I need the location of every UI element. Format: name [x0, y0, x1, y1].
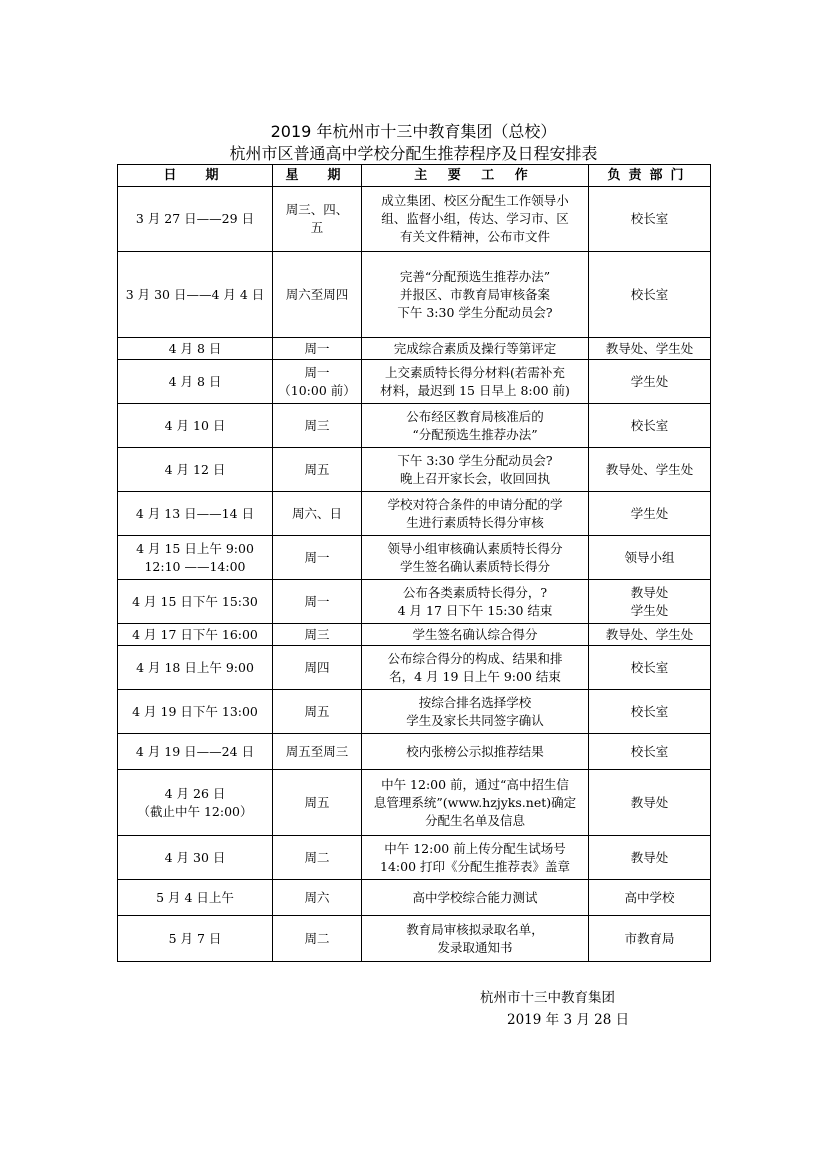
cell-work-line: 学生签名确认综合得分 — [412, 626, 538, 642]
cell-work-line: 晚上召开家长会，收回回执 — [399, 470, 550, 486]
cell-work-line: 下午 3:30 学生分配动员会? — [397, 304, 553, 320]
cell-work-line: 成立集团、校区分配生工作领导小 — [381, 193, 569, 208]
cell-work — [362, 646, 589, 690]
table-row — [118, 338, 711, 360]
table-row — [118, 580, 711, 624]
cell-date — [118, 836, 273, 880]
cell-date-line: 4 月 18 日上午 9:00 — [136, 659, 254, 675]
cell-date-line: 4 月 8 日 — [168, 340, 222, 356]
table-row — [118, 916, 711, 962]
cell-work-line: 学生及家长共同签字确认 — [406, 712, 544, 728]
footer-date: 2019 年 3 月 28 日 — [507, 1012, 630, 1028]
cell-weekday — [273, 360, 362, 404]
table-row — [118, 536, 711, 580]
cell-work-line: 发录取通知书 — [437, 939, 513, 955]
cell-date-line: 4 月 19 日下午 13:00 — [132, 703, 258, 719]
header-date: 日 期 — [118, 165, 273, 187]
cell-dept — [589, 448, 711, 492]
cell-work — [362, 580, 589, 624]
table-row — [118, 187, 711, 252]
cell-dept — [589, 338, 711, 360]
cell-work — [362, 338, 589, 360]
cell-weekday-line: 周六至周四 — [285, 286, 349, 302]
cell-weekday-line: 周五 — [304, 703, 330, 719]
cell-date-line: 4 月 26 日 — [164, 785, 226, 801]
cell-date-line: 4 月 13 日——14 日 — [135, 505, 255, 521]
cell-dept-line: 校长室 — [630, 211, 669, 226]
cell-dept-line: 高中学校 — [624, 889, 675, 905]
cell-date — [118, 646, 273, 690]
cell-weekday — [273, 916, 362, 962]
cell-dept-line: 市教育局 — [624, 930, 675, 946]
cell-date-line: 4 月 15 日下午 15:30 — [132, 593, 258, 609]
cell-dept — [589, 646, 711, 690]
cell-work-line: 有关文件精神，公布市文件 — [399, 229, 550, 244]
cell-work — [362, 360, 589, 404]
cell-date — [118, 338, 273, 360]
cell-work — [362, 404, 589, 448]
cell-date — [118, 880, 273, 916]
cell-date-line: 4 月 10 日 — [164, 417, 226, 433]
cell-date-line: 4 月 17 日下午 16:00 — [132, 626, 258, 642]
cell-weekday — [273, 734, 362, 770]
cell-date — [118, 187, 273, 252]
cell-work-line: “分配预选生推荐办法” — [412, 426, 538, 442]
table-row — [118, 836, 711, 880]
cell-weekday-line: 周四 — [304, 659, 330, 675]
cell-dept — [589, 536, 711, 580]
cell-date — [118, 770, 273, 836]
cell-dept — [589, 624, 711, 646]
table-row — [118, 646, 711, 690]
cell-dept — [589, 360, 711, 404]
table-row — [118, 252, 711, 338]
cell-dept — [589, 916, 711, 962]
document-title-line1: 2019 年杭州市十三中教育集团（总校） — [270, 122, 557, 141]
cell-weekday-line: 周六 — [304, 889, 330, 905]
cell-weekday-line: 周三 — [304, 417, 330, 433]
schedule-table — [117, 164, 711, 962]
cell-dept — [589, 187, 711, 252]
cell-weekday-line: 周五 — [304, 794, 330, 810]
cell-weekday — [273, 187, 362, 252]
cell-work-line: 完善“分配预选生推荐办法” — [399, 268, 551, 284]
table-row — [118, 448, 711, 492]
cell-work — [362, 916, 589, 962]
table-row — [118, 880, 711, 916]
cell-dept-line: 校长室 — [630, 703, 669, 719]
cell-weekday-line: 周三 — [304, 626, 330, 642]
table-row — [118, 404, 711, 448]
cell-work-line: 领导小组审核确认素质特长得分 — [387, 540, 563, 556]
cell-dept-line: 学生处 — [630, 373, 669, 389]
cell-weekday — [273, 536, 362, 580]
cell-work-line: 上交素质特长得分材料(若需补充 — [385, 364, 565, 380]
table-row — [118, 492, 711, 536]
cell-dept-line: 学生处 — [630, 505, 669, 521]
cell-dept-line: 教导处 — [630, 849, 669, 865]
cell-dept — [589, 252, 711, 338]
cell-dept-line: 校长室 — [630, 659, 669, 675]
cell-date-line: 4 月 8 日 — [168, 373, 222, 389]
cell-weekday-line: 周三、四、 — [285, 202, 349, 217]
cell-dept-line: 教导处、学生处 — [605, 461, 694, 477]
cell-date — [118, 916, 273, 962]
cell-dept-line: 教导处 — [630, 794, 669, 810]
cell-work — [362, 492, 589, 536]
cell-date-line: 12:10 ——14:00 — [144, 558, 246, 574]
cell-work — [362, 252, 589, 338]
cell-dept — [589, 880, 711, 916]
cell-date-line: 4 月 30 日 — [164, 849, 226, 865]
header-weekday: 星 期 — [273, 165, 362, 187]
cell-work-line: 生进行素质特长得分审核 — [406, 514, 544, 530]
cell-work-line: 教育局审核拟录取名单， — [406, 921, 544, 937]
cell-date-line: 4 月 15 日上午 9:00 — [136, 540, 254, 556]
cell-work-line: 按综合排名选择学校 — [418, 694, 532, 710]
cell-dept — [589, 734, 711, 770]
cell-date — [118, 492, 273, 536]
cell-weekday — [273, 580, 362, 624]
cell-work-line: 公布经区教育局核准后的 — [406, 408, 544, 424]
cell-dept-line: 教导处、学生处 — [605, 626, 694, 642]
cell-weekday-line: 周一 — [304, 340, 330, 356]
cell-weekday-line: 周二 — [304, 930, 330, 946]
cell-date-line: （截止中午 12:00） — [137, 803, 253, 819]
cell-dept — [589, 690, 711, 734]
cell-work-line: 公布各类素质特长得分，? — [402, 584, 548, 600]
table-row — [118, 690, 711, 734]
cell-work-line: 分配生名单及信息 — [424, 812, 525, 828]
cell-work-line: 材料，最迟到 15 日早上 8:00 前) — [380, 382, 570, 398]
cell-dept — [589, 492, 711, 536]
cell-dept-line: 领导小组 — [624, 549, 675, 565]
cell-date — [118, 734, 273, 770]
cell-weekday-line: 周一 — [304, 549, 330, 565]
cell-weekday — [273, 448, 362, 492]
cell-date — [118, 690, 273, 734]
cell-date-line: 4 月 19 日——24 日 — [135, 743, 255, 759]
table-row — [118, 770, 711, 836]
cell-weekday-line: 周六、日 — [291, 505, 342, 521]
cell-weekday-line: （10:00 前） — [278, 382, 356, 398]
cell-work-line: 高中学校综合能力测试 — [412, 889, 538, 905]
header-work: 主 要 工 作 — [362, 165, 589, 187]
cell-work-line: 14:00 打印《分配生推荐表》盖章 — [380, 858, 570, 874]
cell-weekday-line: 周二 — [304, 849, 330, 865]
cell-dept-line: 校长室 — [630, 743, 669, 759]
cell-date — [118, 624, 273, 646]
cell-date-line: 5 月 7 日 — [168, 930, 222, 946]
cell-work-line: 学生签名确认素质特长得分 — [399, 558, 550, 574]
header-dept: 负责部门 — [589, 165, 711, 187]
cell-work-line: 名，4 月 19 日上午 9:00 结束 — [389, 668, 561, 684]
cell-weekday-line: 周一 — [304, 364, 330, 380]
cell-weekday — [273, 770, 362, 836]
header-row — [118, 165, 711, 187]
cell-date-line: 4 月 12 日 — [164, 461, 226, 477]
cell-weekday — [273, 492, 362, 536]
cell-work — [362, 187, 589, 252]
cell-date-line: 5 月 4 日上午 — [156, 889, 234, 905]
cell-dept — [589, 770, 711, 836]
document-title-line2: 杭州市区普通高中学校分配生推荐程序及日程安排表 — [229, 144, 598, 163]
cell-weekday — [273, 690, 362, 734]
cell-work-line: 中午 12:00 前上传分配生试场号 — [384, 840, 566, 856]
cell-work — [362, 448, 589, 492]
cell-dept-line: 校长室 — [630, 417, 669, 433]
cell-work-line: 下午 3:30 学生分配动员会? — [397, 452, 553, 468]
cell-date — [118, 580, 273, 624]
cell-dept-line: 学生处 — [630, 602, 669, 618]
cell-date — [118, 360, 273, 404]
cell-weekday — [273, 646, 362, 690]
cell-dept-line: 教导处 — [630, 584, 669, 600]
cell-dept-line: 教导处、学生处 — [605, 340, 694, 356]
cell-work-line: 完成综合素质及操行等第评定 — [393, 340, 557, 356]
footer-organization: 杭州市十三中教育集团 — [480, 990, 615, 1006]
cell-work-line: 组、监督小组，传达、学习市、区 — [381, 211, 569, 226]
cell-date — [118, 448, 273, 492]
cell-weekday — [273, 880, 362, 916]
cell-weekday-line: 周五至周三 — [285, 743, 349, 759]
cell-date-line: 3 月 30 日——4 月 4 日 — [125, 286, 265, 302]
cell-dept — [589, 404, 711, 448]
cell-date-line: 3 月 27 日——29 日 — [135, 211, 255, 226]
cell-work-line: 学校对符合条件的申请分配的学 — [387, 496, 563, 512]
cell-dept — [589, 580, 711, 624]
cell-weekday — [273, 252, 362, 338]
table-row — [118, 734, 711, 770]
cell-weekday — [273, 404, 362, 448]
cell-weekday — [273, 836, 362, 880]
cell-weekday-line: 周一 — [304, 593, 330, 609]
cell-date — [118, 536, 273, 580]
cell-work-line: 中午 12:00 前，通过“高中招生信 — [381, 776, 569, 792]
cell-work-line: 并报区、市教育局审核备案 — [399, 286, 550, 302]
cell-dept-line: 校长室 — [630, 286, 669, 302]
cell-dept — [589, 836, 711, 880]
cell-weekday — [273, 624, 362, 646]
cell-work — [362, 770, 589, 836]
cell-work-line: 公布综合得分的构成、结果和排 — [387, 650, 563, 666]
cell-work — [362, 690, 589, 734]
cell-work-line: 4 月 17 日下午 15:30 结束 — [397, 602, 553, 618]
cell-date — [118, 404, 273, 448]
cell-work-line: 校内张榜公示拟推荐结果 — [406, 743, 544, 759]
cell-work — [362, 624, 589, 646]
cell-work — [362, 880, 589, 916]
cell-weekday — [273, 338, 362, 360]
cell-work — [362, 836, 589, 880]
cell-date — [118, 252, 273, 338]
cell-work — [362, 536, 589, 580]
cell-work-line: 息管理系统”(www.hzjyks.net)确定 — [373, 794, 577, 810]
cell-work — [362, 734, 589, 770]
cell-weekday-line: 周五 — [304, 461, 330, 477]
cell-weekday-line: 五 — [310, 220, 324, 235]
table-row — [118, 360, 711, 404]
table-row — [118, 624, 711, 646]
